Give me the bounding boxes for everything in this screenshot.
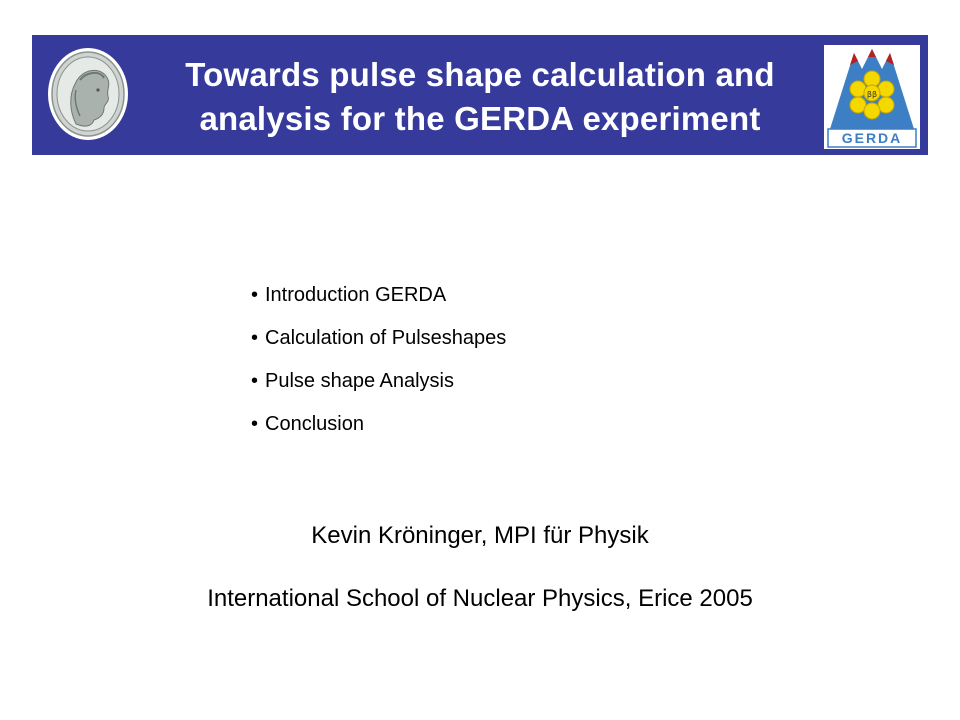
outline-item-label: Pulse shape Analysis [265,370,455,392]
slide-title-line-1: Towards pulse shape calculation and [185,56,775,93]
logo-beta-text: ββ [866,90,878,99]
bullet-icon: • [251,413,259,435]
outline-list [251,280,506,452]
outline-item [251,409,506,452]
slide-title-line-2: analysis for the GERDA experiment [199,100,761,137]
author-line: Kevin Kröninger, MPI für Physik [311,522,649,549]
slide-title [140,53,820,141]
outline-item-label: Conclusion [265,413,364,435]
gerda-logo [824,45,920,149]
bullet-icon: • [251,370,259,392]
bullet-icon: • [251,284,259,306]
bullet-icon: • [251,327,259,349]
outline-item [251,366,506,409]
gerda-mountain-icon [824,45,920,149]
outline-item-label: Introduction GERDA [265,284,447,306]
minerva-seal-icon [46,46,130,142]
outline-item [251,323,506,366]
event-line: International School of Nuclear Physics, Erice 2005 [207,585,753,612]
logo-gerda-text: GERDA [841,130,903,146]
outline-item-label: Calculation of Pulseshapes [265,327,507,349]
outline-item [251,280,506,323]
